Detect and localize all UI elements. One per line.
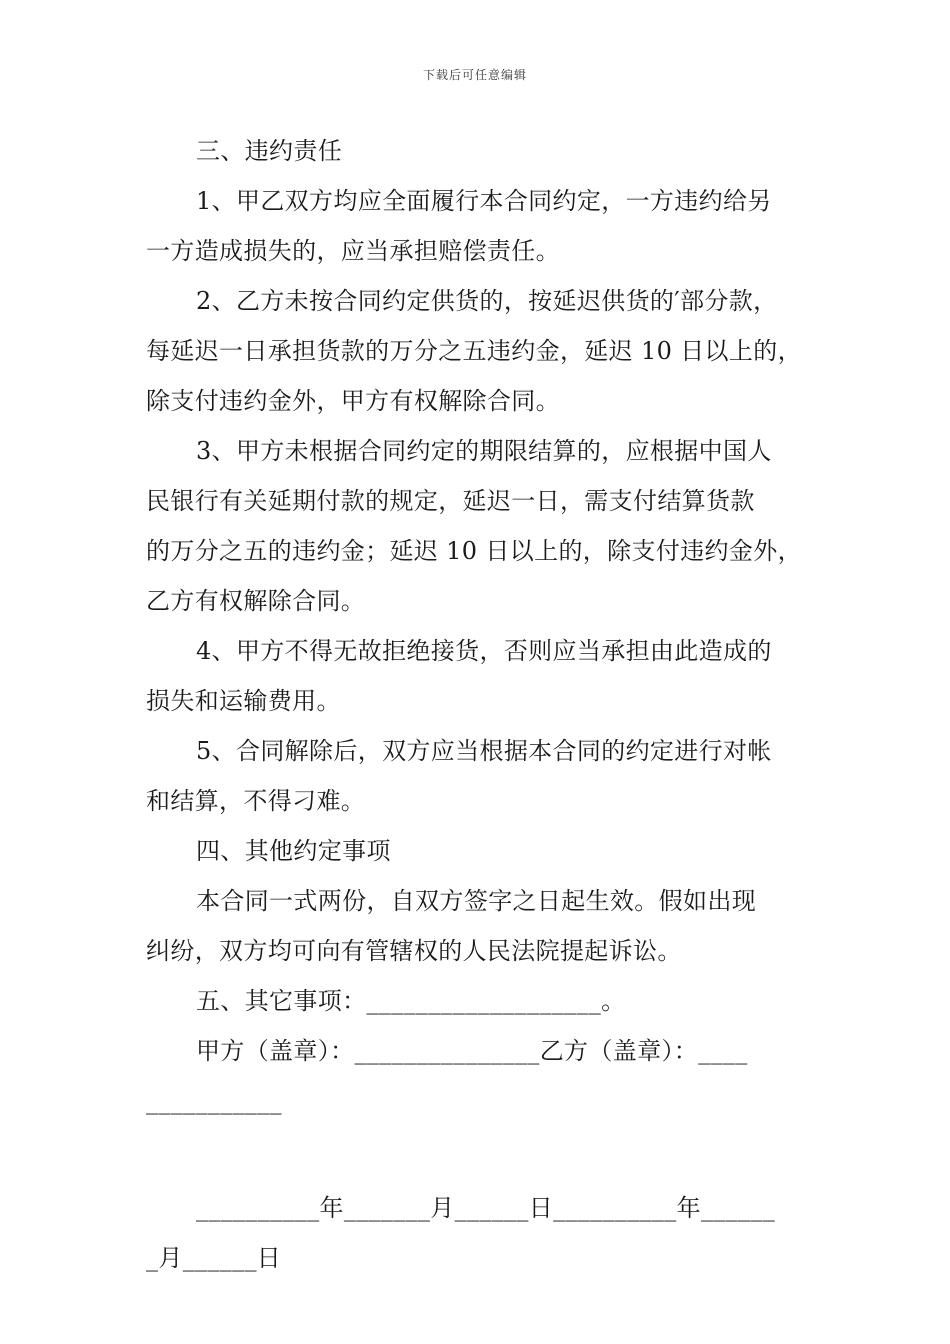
document-body xyxy=(146,126,808,1283)
paragraph-line: 民银行有关延期付款的规定，延迟一日，需支付结算货款 xyxy=(146,487,755,515)
paragraph-line: 一方造成损失的，应当承担赔偿责任。 xyxy=(146,237,560,265)
signature-line-continued: ___________ xyxy=(146,1087,282,1115)
paragraph-line: 5、合同解除后，双方应当根据本合同的约定进行对帐 xyxy=(196,737,772,765)
paragraph-line: 除支付违约金外，甲方有权解除合同。 xyxy=(146,387,560,415)
paragraph-line: 乙方有权解除合同。 xyxy=(146,587,366,615)
date-line: __________年_______月______日__________年______ xyxy=(196,1194,776,1222)
paragraph-line: 本合同一式两份，自双方签字之日起生效。假如出现 xyxy=(196,887,757,915)
signature-line: 甲方（盖章）：_______________乙方（盖章）：____ xyxy=(196,1037,748,1065)
date-line-continued: _月______日 xyxy=(146,1244,282,1272)
section-title-other: 四、其他约定事项 xyxy=(196,837,391,865)
paragraph-line: 4、甲方不得无故拒绝接货，否则应当承担由此造成的 xyxy=(196,637,772,665)
section-title-breach: 三、违约责任 xyxy=(196,137,343,165)
paragraph-line: 纠纷，双方均可向有管辖权的人民法院提起诉讼。 xyxy=(146,937,682,965)
paragraph-line: 3、甲方未根据合同约定的期限结算的，应根据中国人 xyxy=(196,437,772,465)
paragraph-line: 每延迟一日承担货款的万分之五违约金，延迟 10 日以上的， xyxy=(146,337,802,365)
spacer xyxy=(146,1126,808,1183)
paragraph-line: 2、乙方未按合同约定供货的，按延迟供货的′部分款， xyxy=(196,287,778,315)
header-note: 下载后可任意编辑 xyxy=(422,68,527,82)
paragraph-line: 1、甲乙双方均应全面履行本合同约定，一方违约给另 xyxy=(196,187,772,215)
paragraph-line: 的万分之五的违约金；延迟 10 日以上的，除支付违约金外， xyxy=(146,537,802,565)
other-matters-line: 五、其它事项：___________________。 xyxy=(196,987,626,1015)
paragraph-line: 和结算，不得刁难。 xyxy=(146,787,366,815)
paragraph-line: 损失和运输费用。 xyxy=(146,687,341,715)
